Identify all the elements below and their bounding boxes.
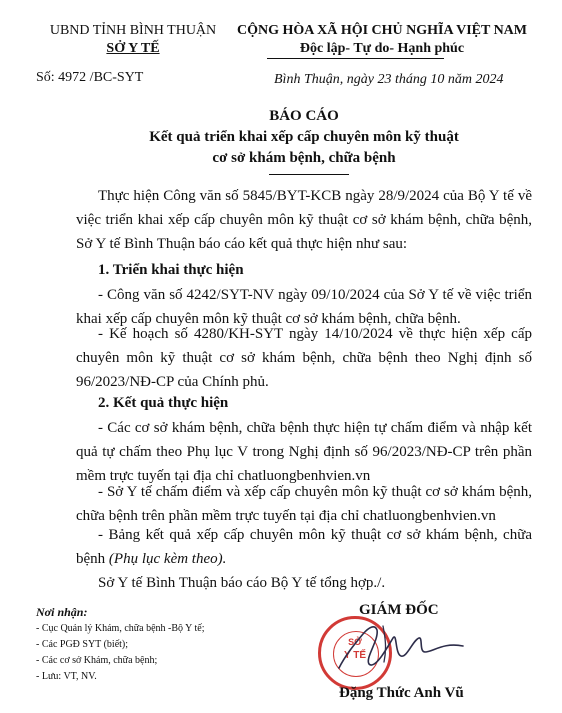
section1-item: - Công văn số 4242/SYT-NV ngày 09/10/2024 của Sở Y tế về việc triển khai xếp cấp chuyên môn kỹ thuật cơ sở khám bệnh, chữa bệnh. [76, 287, 532, 327]
signer-name: Đặng Thức Anh Vũ [339, 685, 464, 701]
recipients-block [36, 603, 296, 685]
recipients-label: Nơi nhận: [36, 605, 88, 619]
section2-item: - Sở Y tế chấm điểm và xếp cấp chuyên môn kỹ thuật cơ sở khám bệnh, chữa bệnh trên phần mềm trực tuyến tại địa chỉ chatluongbenhvien.vn [76, 484, 532, 524]
section2-item-appendix [76, 523, 532, 571]
section2-heading: 2. Kết quả thực hiện [98, 395, 229, 411]
document-title-line1: Kết quả triển khai xếp cấp chuyên môn kỹ thuật [149, 129, 459, 145]
section2-item: - Các cơ sở khám bệnh, chữa bệnh thực hiện tự chấm điểm và nhập kết quả tự chấm theo Phụ lục V trong Nghị định số 96/2023/NĐ-CP trên phần mềm trực tuyến tại địa chỉ chatluongbenhvien.vn [76, 420, 532, 484]
doc-number: Số: 4972 /BC-SYT [36, 70, 144, 85]
agency-parent: UBND TỈNH BÌNH THUẬN [49, 23, 217, 38]
title-underline [269, 174, 349, 175]
seal-text-top: SỞ [348, 637, 362, 647]
appendix-note: (Phụ lục kèm theo). [108, 551, 227, 567]
section1-item: - Kế hoạch số 4280/KH-SYT ngày 14/10/2024 về thực hiện xếp cấp chuyên môn kỹ thuật cơ sở khám bệnh, chữa bệnh theo Nghị định số 96/2023/NĐ-CP của Chính phủ. [76, 326, 532, 390]
place-date: Bình Thuận, ngày 23 tháng 10 năm 2024 [274, 72, 504, 87]
handwritten-signature [335, 618, 470, 680]
recipient-item: - Lưu: VT, NV. [36, 671, 97, 682]
document-title-line2: cơ sở khám bệnh, chữa bệnh [212, 150, 396, 166]
agency-name: SỞ Y TẾ [106, 41, 160, 56]
nation-name: CỘNG HÒA XÃ HỘI CHỦ NGHĨA VIỆT NAM [236, 23, 527, 38]
recipient-item: - Cục Quản lý Khám, chữa bệnh -Bộ Y tế; [36, 623, 205, 634]
appendix-text: - Bảng kết quả xếp cấp chuyên môn kỹ thuật cơ sở khám bệnh, chữa bệnh [76, 527, 532, 567]
agency-block [33, 22, 233, 58]
seal-text-middle: Y TẾ [343, 650, 367, 661]
recipient-item: - Các PGĐ SYT (biết); [36, 639, 129, 650]
recipient-item: - Các cơ sở Khám, chữa bệnh; [36, 655, 158, 666]
motto: Độc lập- Tự do- Hạnh phúc [299, 41, 465, 56]
intro-paragraph: Thực hiện Công văn số 5845/BYT-KCB ngày 28/9/2024 của Bộ Y tế về việc triển khai xếp cấp chuyên môn kỹ thuật cơ sở khám bệnh, chữa bệnh, Sở Y tế Bình Thuận báo cáo kết quả thực hiện như sau: [76, 188, 532, 252]
closing-paragraph: Sở Y tế Bình Thuận báo cáo Bộ Y tế tổng hợp./. [98, 575, 386, 591]
national-header [222, 22, 542, 58]
signer-title: GIÁM ĐỐC [359, 602, 439, 618]
section1-heading: 1. Triển khai thực hiện [98, 262, 244, 278]
document-type: BÁO CÁO [269, 108, 339, 124]
motto-underline [267, 58, 444, 59]
